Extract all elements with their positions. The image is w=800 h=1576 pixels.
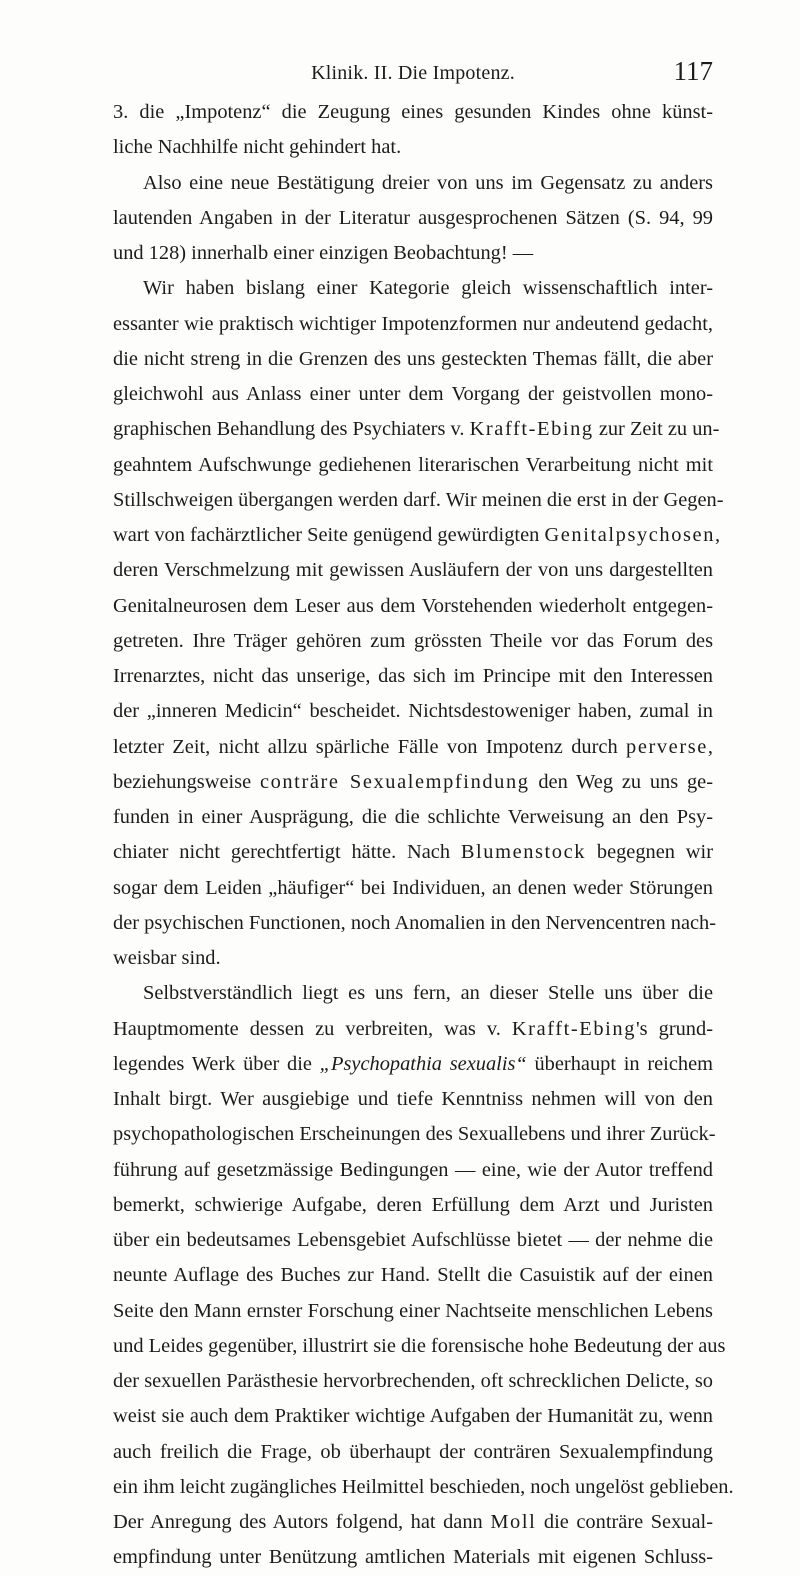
- text-segment: Hauptmomente dessen zu verbreiten, was v.: [113, 1017, 512, 1040]
- text-line: Stillschweigen übergangen werden darf. Wir meinen die erst in der Gegen-: [113, 488, 724, 511]
- text-segment: graphischen Behandlung des Psychiaters v.: [113, 418, 470, 441]
- text-line: und Leides gegenüber, illustrirt sie die forensische hohe Bedeutung der aus: [113, 1334, 726, 1357]
- text-line: der „inneren Medicin“ bescheidet. Nichtsdestoweniger haben, zumal in: [113, 700, 713, 723]
- text-line: empfindung unter Benützung amtlichen Materials mit eigenen Schluss-: [113, 1546, 713, 1569]
- text-line: gleichwohl aus Anlass einer unter dem Vorgang der geistvollen mono-: [113, 383, 713, 405]
- text-line: neunte Auflage des Buches zur Hand. Stellt die Casuistik auf der einen: [113, 1264, 713, 1287]
- spaced-term: perverse: [626, 735, 708, 758]
- text-line: ein ihm leicht zugängliches Heilmittel beschieden, noch ungelöst geblieben.: [113, 1475, 734, 1498]
- text-segment: legendes Werk über die: [113, 1052, 320, 1075]
- text-line: deren Verschmelzung mit gewissen Ausläufern der von uns dargestellten: [113, 559, 713, 582]
- text-line: lautenden Angaben in der Literatur ausgesprochenen Sätzen (S. 94, 99: [113, 206, 713, 229]
- text-segment: die conträre Sexual-: [536, 1511, 713, 1533]
- body-text: [113, 95, 734, 1576]
- text-segment: wart von fachärztlicher Seite genügend gewürdigten: [113, 524, 545, 546]
- running-head-title: Klinik. II. Die Impotenz.: [311, 62, 515, 84]
- text-line: weisbar sind.: [113, 947, 221, 969]
- text-line: weist sie auch dem Praktiker wichtige Aufgaben der Humanität zu, wenn: [113, 1405, 713, 1428]
- text-line: psychopathologischen Erscheinungen des Sexuallebens und ihrer Zurück-: [113, 1123, 716, 1146]
- text-line: über ein bedeutsames Lebensgebiet Aufschlüsse bietet — der nehme die: [113, 1229, 713, 1251]
- text-line: 3. die „Impotenz“ die Zeugung eines gesunden Kindes ohne künst-: [113, 101, 713, 123]
- text-segment: ,: [707, 735, 713, 758]
- text-line: liche Nachhilfe nicht gehindert hat.: [113, 136, 402, 159]
- text-line: [113, 518, 721, 553]
- text-line: Inhalt birgt. Wer ausgiebige und tiefe Kenntniss nehmen will von den: [113, 1088, 713, 1110]
- text-line: auch freilich die Frage, ob überhaupt der conträren Sexualempfindung: [113, 1440, 713, 1463]
- book-title-italic: „Psychopathia sexualis“: [319, 1052, 527, 1075]
- text-line: [113, 1012, 713, 1047]
- text-line: führung auf gesetzmässige Bedingungen — eine, wie der Autor treffend: [113, 1158, 713, 1181]
- text-segment: zur Zeit zu un-: [593, 418, 720, 441]
- text-line: Selbstverständlich liegt es uns fern, an dieser Stelle uns über die: [143, 982, 713, 1005]
- text-segment: 's grund-: [636, 1017, 713, 1040]
- text-line: [113, 1505, 713, 1540]
- text-segment: Der Anregung des Autors folgend, hat dann: [113, 1511, 491, 1533]
- text-segment: ,: [715, 524, 721, 546]
- text-line: der psychischen Functionen, noch Anomalien in den Nervencentren nach-: [113, 911, 717, 934]
- text-line: getreten. Ihre Träger gehören zum grössten Theile vor das Forum des: [113, 629, 713, 652]
- text-line: Wir haben bislang einer Kategorie gleich wissenschaftlich inter-: [143, 277, 713, 300]
- spaced-term: Genitalpsychosen: [544, 524, 716, 546]
- spaced-name: Blumenstock: [460, 841, 587, 864]
- text-segment: beziehungsweise: [113, 770, 260, 793]
- text-line: die nicht streng in die Grenzen des uns gesteckten Themas fällt, die aber: [113, 347, 713, 370]
- text-line: Seite den Mann ernster Forschung einer Nachtseite menschlichen Lebens: [113, 1299, 713, 1322]
- text-line: sogar dem Leiden „häufiger“ bei Individuen, an denen weder Störungen: [113, 876, 713, 899]
- text-line: Also eine neue Bestätigung dreier von uns im Gegensatz zu anders: [143, 171, 713, 194]
- text-line: funden in einer Ausprägung, die die schlichte Verweisung an den Psy-: [113, 806, 713, 828]
- page-number: 117: [673, 56, 713, 86]
- text-line: Genitalneurosen dem Leser aus dem Vorstehenden wiederholt entgegen-: [113, 594, 713, 617]
- spaced-name: Moll: [490, 1511, 537, 1533]
- text-segment: begegnen wir: [586, 841, 713, 864]
- text-line: bemerkt, schwierige Aufgabe, deren Erfüllung dem Arzt und Juristen: [113, 1193, 713, 1216]
- text-line: Irrenarztes, nicht das unserige, das sich im Principe mit den Interessen: [113, 665, 713, 687]
- spaced-name: Krafft-Ebing: [469, 418, 594, 441]
- text-line: [113, 1047, 713, 1082]
- text-line: der sexuellen Parästhesie hervorbrechenden, oft schrecklichen Delicte, so: [113, 1370, 713, 1392]
- spaced-term: conträre Sexualempfindung: [259, 770, 530, 793]
- text-line: und 128) innerhalb einer einzigen Beobachtung! —: [113, 242, 534, 264]
- text-line: [113, 835, 713, 870]
- spaced-name: Krafft-Ebing: [511, 1017, 636, 1040]
- text-line: essanter wie praktisch wichtiger Impotenzformen nur andeutend gedacht,: [113, 312, 713, 335]
- running-head: [113, 56, 713, 96]
- text-line: [113, 765, 713, 800]
- text-segment: letzter Zeit, nicht allzu spärliche Fälle von Impotenz durch: [113, 735, 627, 758]
- text-line: [113, 730, 713, 765]
- text-segment: den Weg zu uns ge-: [529, 770, 713, 793]
- text-segment: chiater nicht gerechtfertigt hätte. Nach: [113, 841, 461, 864]
- text-segment: überhaupt in reichem: [526, 1052, 713, 1075]
- text-line: geahntem Aufschwunge gediehenen literarischen Verarbeitung nicht mit: [113, 453, 713, 476]
- text-line: [113, 412, 720, 447]
